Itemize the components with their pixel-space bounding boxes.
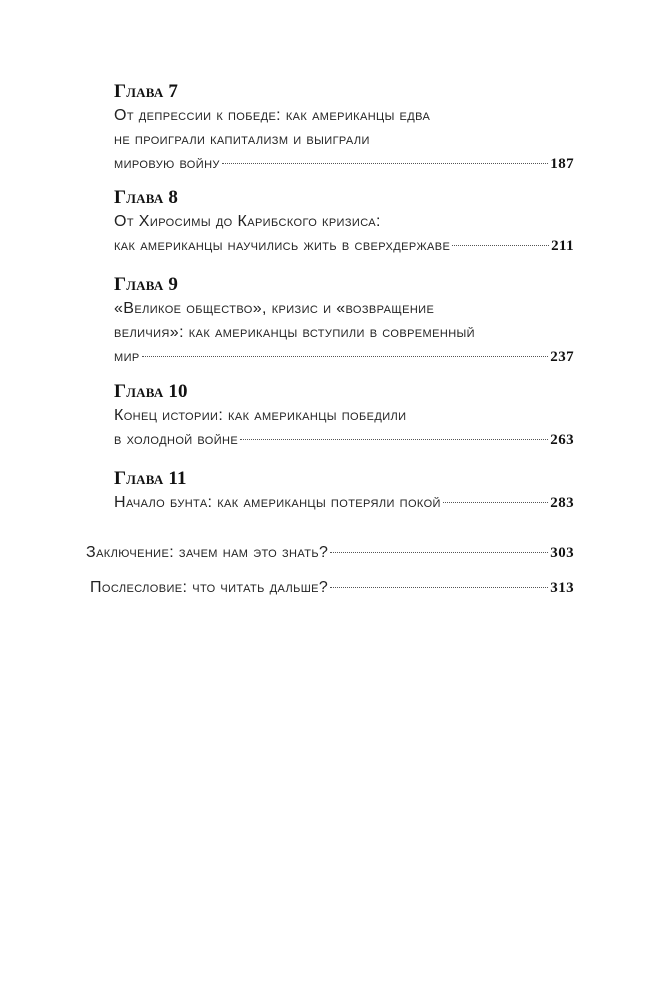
entry-title: Заключение: зачем нам это знать? [86,544,329,561]
toc-chapter-8[interactable] [114,186,574,258]
page-number: 237 [550,349,574,365]
chapter-title-line: в холодной войне [114,431,239,448]
toc-chapter-10[interactable] [114,380,574,452]
toc-chapter-7[interactable] [114,80,574,176]
chapter-title-line: Начало бунта: как американцы потеряли покой [114,494,441,511]
page-number: 211 [551,238,574,254]
dot-leader [330,552,548,553]
chapter-title-last-line [114,234,574,258]
chapter-heading: Глава 9 [114,274,179,295]
page-number: 313 [550,580,574,596]
chapter-title-line: не проиграли капитализм и выиграли [114,131,370,148]
chapter-title-line: От депрессии к победе: как американцы едва [114,107,431,124]
chapter-heading: Глава 7 [114,81,179,102]
chapter-title-last-line [114,428,574,452]
page-number: 187 [550,156,574,172]
toc-afterword[interactable] [90,576,574,600]
page-number: 283 [550,495,574,511]
dot-leader [222,163,548,164]
chapter-title-line: мировую войну [114,155,220,172]
entry-title: Послесловие: что читать дальше? [90,579,329,596]
page-number: 303 [550,545,574,561]
chapter-title-line: Конец истории: как американцы победили [114,407,407,424]
toc-conclusion[interactable] [86,541,574,565]
dot-leader [240,439,548,440]
chapter-title-last-line [114,345,574,369]
chapter-title-line: как американцы научились жить в сверхдержаве [114,237,451,254]
chapter-title-line: «Великое общество», кризис и «возвращение [114,300,435,317]
chapter-title-line: мир [114,348,140,365]
chapter-heading: Глава 11 [114,468,187,489]
chapter-title-line: От Хиросимы до Карибского кризиса: [114,213,381,230]
toc-chapter-11[interactable] [114,467,574,515]
chapter-heading: Глава 10 [114,381,188,402]
dot-leader [142,356,549,357]
chapter-title-last-line [114,152,574,176]
chapter-title-line: величия»: как американцы вступили в современный [114,324,475,341]
page-number: 263 [550,432,574,448]
dot-leader [452,245,549,246]
dot-leader [330,587,548,588]
toc-chapter-9[interactable] [114,273,574,369]
chapter-title-last-line [114,491,574,515]
dot-leader [443,502,548,503]
chapter-heading: Глава 8 [114,187,179,208]
